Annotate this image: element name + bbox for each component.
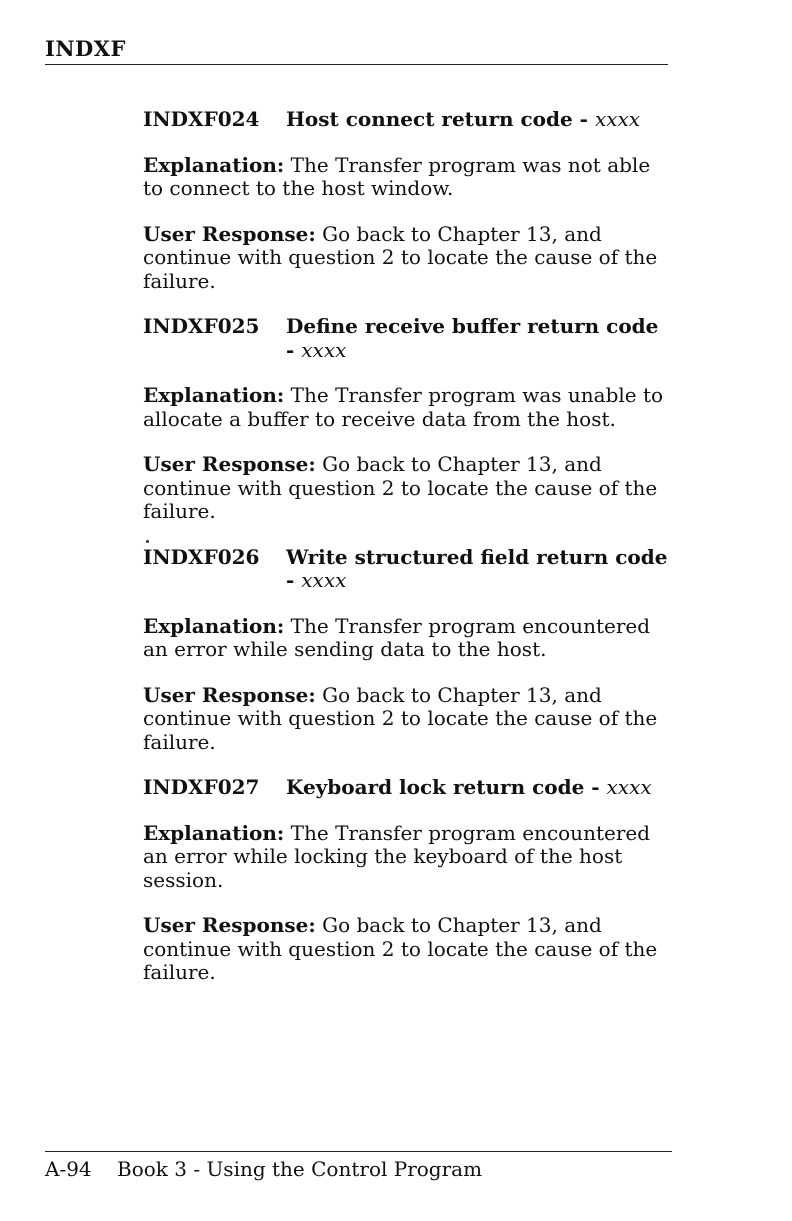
message-code: INDXF024 bbox=[143, 107, 260, 131]
message-entry bbox=[143, 315, 673, 524]
message-variable: xxxx bbox=[594, 107, 641, 131]
message-variable: xxxx bbox=[301, 337, 347, 362]
message-title bbox=[286, 776, 673, 800]
user-response-text: Go back to Chapter 13, and continue with question 2 to locate the cause of the failure. bbox=[143, 452, 658, 523]
message-code: INDXF026 bbox=[143, 544, 260, 569]
user-response-paragraph bbox=[143, 223, 673, 294]
user-response-text: Go back to Chapter 13, and continue with question 2 to locate the cause of the failure. bbox=[143, 913, 658, 984]
user-response-paragraph bbox=[143, 453, 673, 524]
message-title bbox=[286, 315, 673, 362]
user-response-paragraph bbox=[143, 684, 673, 755]
book-title: Book 3 - Using the Control Program bbox=[117, 1157, 483, 1181]
explanation-label: Explanation: bbox=[143, 820, 285, 845]
message-entry bbox=[143, 776, 673, 985]
message-code: INDXF025 bbox=[143, 314, 260, 338]
message-heading bbox=[143, 108, 673, 132]
explanation-paragraph bbox=[143, 384, 673, 431]
footer-divider bbox=[45, 1151, 672, 1152]
explanation-text: The Transfer program was not able to connect to the host window. bbox=[143, 152, 651, 200]
message-variable: xxxx bbox=[606, 775, 652, 799]
message-title-text: Write structured field return code - bbox=[286, 544, 668, 592]
user-response-paragraph bbox=[143, 914, 673, 985]
user-response-label: User Response: bbox=[143, 913, 316, 937]
explanation-label: Explanation: bbox=[143, 613, 285, 638]
message-code: INDXF027 bbox=[143, 775, 260, 799]
page-number: A-94 bbox=[45, 1157, 92, 1181]
user-response-text: Go back to Chapter 13, and continue with question 2 to locate the cause of the failure. bbox=[143, 682, 658, 754]
explanation-paragraph bbox=[143, 154, 673, 201]
page-footer bbox=[45, 1157, 482, 1181]
message-heading bbox=[143, 315, 673, 362]
user-response-label: User Response: bbox=[143, 452, 316, 476]
explanation-label: Explanation: bbox=[143, 152, 285, 177]
explanation-paragraph bbox=[143, 615, 673, 662]
page-header-title: INDXF bbox=[45, 36, 126, 61]
message-variable: xxxx bbox=[301, 568, 347, 592]
header-divider bbox=[45, 64, 668, 65]
explanation-label: Explanation: bbox=[143, 383, 285, 407]
message-title-text: Define receive buffer return code - bbox=[286, 314, 659, 362]
print-speck bbox=[146, 540, 149, 543]
user-response-text: Go back to Chapter 13, and continue with question 2 to locate the cause of the failure. bbox=[143, 221, 658, 293]
explanation-text: The Transfer program encountered an error while locking the keyboard of the host session. bbox=[143, 820, 651, 892]
user-response-label: User Response: bbox=[143, 682, 316, 707]
message-title bbox=[286, 546, 673, 593]
explanation-text: The Transfer program encountered an error while sending data to the host. bbox=[143, 613, 651, 661]
message-heading bbox=[143, 546, 673, 593]
explanation-paragraph bbox=[143, 822, 673, 893]
user-response-label: User Response: bbox=[143, 221, 316, 246]
message-entry bbox=[143, 108, 673, 293]
message-heading bbox=[143, 776, 673, 800]
message-title bbox=[286, 108, 673, 132]
message-title-text: Host connect return code - bbox=[286, 107, 595, 131]
message-entry bbox=[143, 546, 673, 755]
message-list bbox=[143, 108, 673, 1007]
message-title-text: Keyboard lock return code - bbox=[286, 775, 607, 799]
explanation-text: The Transfer program was unable to allocate a buffer to receive data from the host. bbox=[143, 383, 664, 431]
